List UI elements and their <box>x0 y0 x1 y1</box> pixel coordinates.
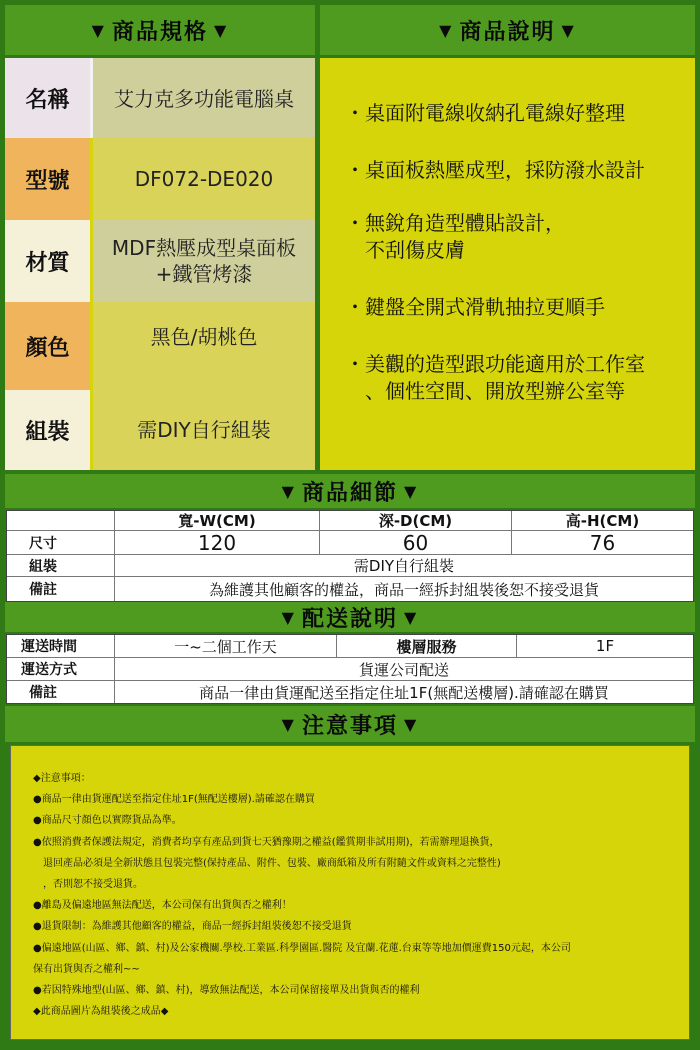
details-header-title: 商品細節 <box>301 480 398 506</box>
details-table <box>6 510 694 602</box>
notice-line: 退回產品必須是全新狀態且包裝完整(保持產品、附件、包裝、廠商紙箱及所有附隨文件或資料之完整性) <box>33 857 501 869</box>
spec-value: DF072-DE020 <box>93 138 315 220</box>
desc-bullet: ・鍵盤全開式滑軌抽拉更順手 <box>345 295 605 319</box>
delivery-method-label: 運送方式 <box>7 658 115 681</box>
delivery-note-value: 商品一律由貨運配送至指定住址1F(無配送樓層).請確認在購買 <box>199 683 609 702</box>
notice-header <box>5 706 695 742</box>
spec-label: 顏色 <box>5 302 90 390</box>
size-label: 尺寸 <box>7 531 115 555</box>
arrow-down-icon: ▼ <box>561 20 576 40</box>
spec-value: 黑色/胡桃色 <box>93 302 315 390</box>
notice-panel <box>10 745 690 1040</box>
desc-bullet: ・無銳角造型體貼設計， 不刮傷皮膚 <box>345 211 565 262</box>
notice-line: ◆此商品圖片為組裝後之成品◆ <box>33 1006 169 1018</box>
spec-label: 型號 <box>5 138 90 220</box>
arrow-down-icon: ▼ <box>214 20 229 40</box>
assembly-value: 需DIY自行組裝 <box>115 555 693 577</box>
arrow-down-icon: ▼ <box>404 607 419 627</box>
desc-bullet: ・桌面附電線收納孔電線好整理 <box>345 101 625 125</box>
delivery-time-value: 一~二個工作天 <box>115 635 337 658</box>
col-header-height: 高-H(CM) <box>512 511 693 531</box>
spec-header-title: 商品規格 <box>111 19 208 45</box>
notice-line: ●偏遠地區(山區、鄉、鎮、村)及公家機關.學校.工業區.科學園區.醫院 及宜蘭.花蓮.台東等等地加價運費150元起，本公司 <box>33 942 571 954</box>
delivery-time-label: 運送時間 <box>7 635 115 658</box>
delivery-header <box>5 602 695 632</box>
desc-header <box>320 5 695 55</box>
spec-label: 組裝 <box>5 390 90 470</box>
delivery-table <box>6 634 694 704</box>
floor-service-value: 1F <box>517 635 693 658</box>
delivery-note-label: 備註 <box>7 681 115 703</box>
spec-row-name <box>5 58 315 138</box>
delivery-method-value: 貨運公司配送 <box>115 658 693 681</box>
details-header <box>5 474 695 508</box>
arrow-down-icon: ▼ <box>439 20 454 40</box>
spec-value: 艾力克多功能電腦桌 <box>93 58 315 138</box>
arrow-down-icon: ▼ <box>404 481 419 501</box>
arrow-down-icon: ▼ <box>91 20 106 40</box>
spec-row-color <box>5 302 315 390</box>
arrow-down-icon: ▼ <box>281 714 296 734</box>
floor-service-label: 樓層服務 <box>337 635 517 658</box>
notice-line: ，否則恕不接受退貨。 <box>33 879 143 891</box>
notice-line: ●商品一律由貨運配送至指定住址1F(無配送樓層).請確認在購買 <box>33 794 315 806</box>
desc-header-title: 商品說明 <box>459 19 556 45</box>
spec-header <box>5 5 315 55</box>
col-header-width: 寬-W(CM) <box>115 511 320 531</box>
delivery-header-title: 配送說明 <box>301 606 398 632</box>
spec-value: MDF熱壓成型桌面板 +鐵管烤漆 <box>93 220 315 302</box>
arrow-down-icon: ▼ <box>281 481 296 501</box>
notice-line: ●離島及偏遠地區無法配送，本公司保有出貨與否之權利！ <box>33 900 292 912</box>
notice-header-title: 注意事項 <box>301 713 398 739</box>
size-height: 76 <box>512 531 693 555</box>
spec-row-assembly <box>5 390 315 470</box>
col-header-depth: 深-D(CM) <box>320 511 512 531</box>
size-depth: 60 <box>320 531 512 555</box>
size-width: 120 <box>115 531 320 555</box>
spec-row-model <box>5 138 315 220</box>
notice-line: ●商品尺寸顏色以實際貨品為準。 <box>33 815 182 827</box>
notice-line: ◆注意事項： <box>33 773 91 784</box>
desc-bullet: ・桌面板熱壓成型，採防潑水設計 <box>345 158 645 182</box>
arrow-down-icon: ▼ <box>404 714 419 734</box>
notice-line: 保有出貨與否之權利~~ <box>33 963 140 975</box>
detail-note-label: 備註 <box>7 577 115 601</box>
spec-value: 需DIY自行組裝 <box>93 390 315 470</box>
desc-bullet: ・美觀的造型跟功能適用於工作室 、個性空間、開放型辦公室等 <box>345 352 645 403</box>
assembly-label: 組裝 <box>7 555 115 577</box>
detail-note-value: 為維護其他顧客的權益，商品一經拆封組裝後恕不接受退貨 <box>208 580 599 599</box>
spec-label: 材質 <box>5 220 90 302</box>
notice-line: ●退貨限制：為維護其他顧客的權益，商品一經拆封組裝後恕不接受退貨 <box>33 921 352 933</box>
arrow-down-icon: ▼ <box>281 607 296 627</box>
notice-line: ●若因特殊地型(山區、鄉、鎮、村)，導致無法配送，本公司保留接單及出貨與否的權利 <box>33 985 420 997</box>
table-corner <box>7 511 115 531</box>
notice-line: ●依照消費者保護法規定，消費者均享有產品到貨七天猶豫期之權益(鑑賞期非試用期)，若需辦理退換貨， <box>33 836 500 848</box>
spec-row-material <box>5 220 315 302</box>
spec-label: 名稱 <box>5 58 90 138</box>
